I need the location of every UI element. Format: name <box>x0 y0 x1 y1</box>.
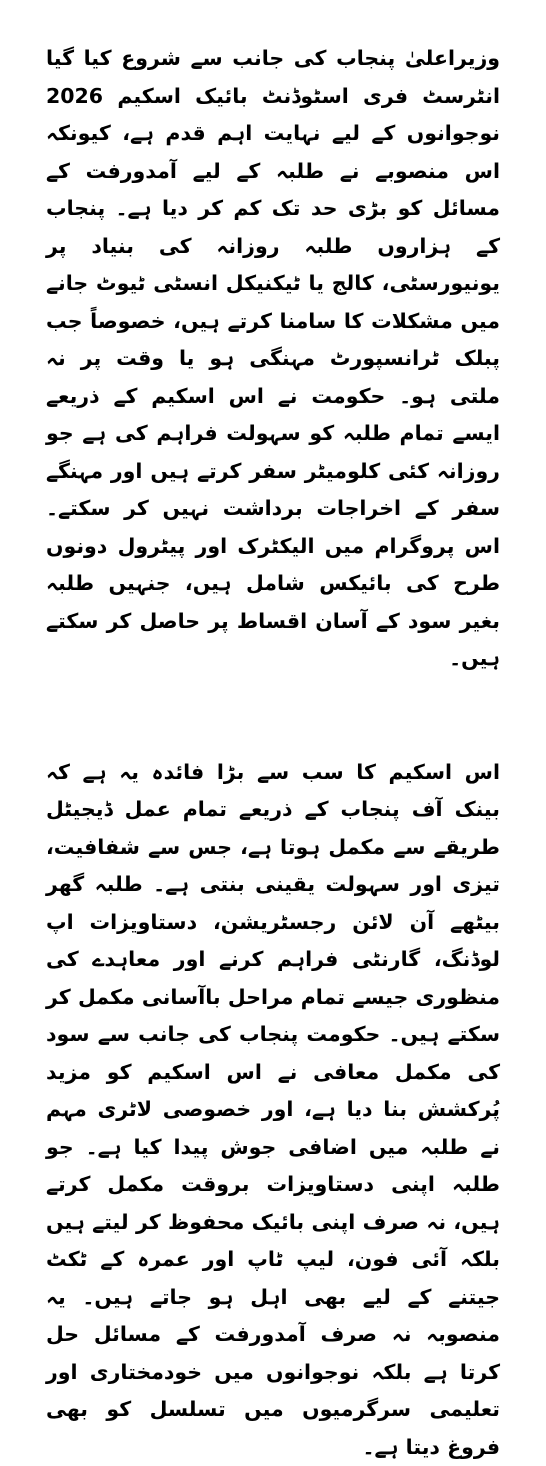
paragraph-2: اس اسکیم کا سب سے بڑا فائدہ یہ ہے کہ بینک آف پنجاب کے ذریعے تمام عمل ڈیجیٹل طریقے سے مکمل ہوتا ہے، جس سے شفافیت، تیزی اور سہولت یقینی بنتی ہے۔ طلبہ گھر بیٹھے آن لائن رجسٹریشن، دستاویزات اپ لوڈنگ، گارنٹی فراہم کرنے اور معاہدے کی منظوری جیسے تمام مراحل باآسانی مکمل کر سکتے ہیں۔ حکومت پنجاب کی جانب سے سود کی مکمل معافی نے اس اسکیم کو مزید پُرکشش بنا دیا ہے، اور خصوصی لاٹری مہم نے طلبہ میں اضافی جوش پیدا کیا ہے۔ جو طلبہ اپنی دستاویزات بروقت مکمل کرتے ہیں، نہ صرف اپنی بائیک محفوظ کر لیتے ہیں بلکہ آئی فون، لیپ ٹاپ اور عمرہ کے ٹکٹ جیتنے کے لیے بھی اہل ہو جاتے ہیں۔ یہ منصوبہ نہ صرف آمدورفت کے مسائل حل کرتا ہے بلکہ نوجوانوں میں خودمختاری اور تعلیمی سرگرمیوں میں تسلسل کو بھی فروغ دیتا ہے۔ <box>46 754 500 1466</box>
paragraph-1: وزیراعلیٰ پنجاب کی جانب سے شروع کیا گیا انٹرسٹ فری اسٹوڈنٹ بائیک اسکیم 2026 نوجوانوں کے لیے نہایت اہم قدم ہے، کیونکہ اس منصوبے نے طلبہ کے لیے آمدورفت کے مسائل کو بڑی حد تک کم کر دیا ہے۔ پنجاب کے ہزاروں طلبہ روزانہ کی بنیاد پر یونیورسٹی، کالج یا ٹیکنیکل انسٹی ٹیوٹ جانے میں مشکلات کا سامنا کرتے ہیں، خصوصاً جب پبلک ٹرانسپورٹ مہنگی ہو یا وقت پر نہ ملتی ہو۔ حکومت نے اس اسکیم کے ذریعے ایسے تمام طلبہ کو سہولت فراہم کی ہے جو روزانہ کئی کلومیٹر سفر کرتے ہیں اور مہنگے سفر کے اخراجات برداشت نہیں کر سکتے۔ اس پروگرام میں الیکٹرک اور پیٹرول دونوں طرح کی بائیکس شامل ہیں، جنہیں طلبہ بغیر سود کے آسان اقساط پر حاصل کر سکتے ہیں۔ <box>46 40 500 678</box>
paragraph-spacer <box>46 678 500 754</box>
